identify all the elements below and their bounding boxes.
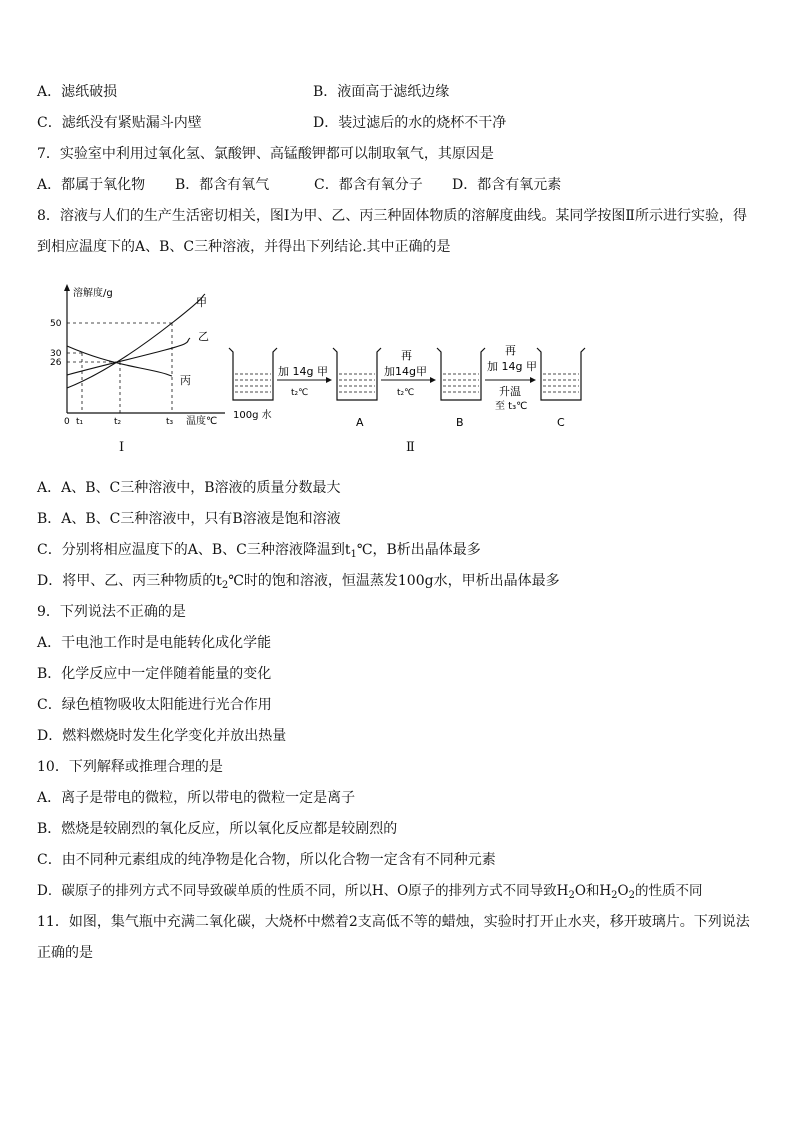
q6-option-a: A．滤纸破损 — [37, 84, 118, 100]
x-tick-t2: t₂ — [114, 417, 122, 427]
q7-stem: 7．实验室中利用过氧化氢、氯酸钾、高锰酸钾都可以制取氧气，其原因是 — [37, 146, 494, 162]
q10-stem: 10．下列解释或推理合理的是 — [37, 759, 223, 775]
q8-option-c: C．分别将相应温度下的A、B、C三种溶液降温到$t_1℃$，B析出晶体最多 — [37, 542, 481, 560]
q10-option-b: B．燃烧是较剧烈的氧化反应，所以氧化反应都是较剧烈的 — [37, 821, 398, 837]
beaker-label-c: C — [557, 416, 565, 429]
q9-option-c: C．绿色植物吸收太阳能进行光合作用 — [37, 697, 272, 713]
q8-option-d: D．将甲、乙、丙三种物质的$t_2℃$时的饱和溶液，恒温蒸发100g水，甲析出晶体最多 — [37, 573, 560, 591]
q8-option-a: A．A、B、C三种溶液中，B溶液的质量分数最大 — [37, 480, 341, 496]
step1-bottom: t₂℃ — [291, 388, 309, 398]
figure1-caption: Ⅰ — [119, 440, 125, 455]
step2-top2: 加14g甲 — [384, 365, 427, 378]
x-axis-label: 温度℃ — [186, 416, 218, 427]
curve-yi — [67, 338, 190, 375]
beaker-a — [333, 348, 381, 400]
curve-label-jia: 甲 — [196, 296, 207, 309]
q9-option-a: A．干电池工作时是电能转化成化学能 — [37, 635, 272, 651]
y-tick-26: 26 — [50, 358, 62, 368]
step3-top2: 加 14g 甲 — [487, 360, 537, 373]
step1-top: 加 14g 甲 — [278, 365, 328, 378]
beaker-b — [437, 348, 485, 400]
y-tick-30: 30 — [50, 349, 62, 359]
step3-bottom1: 升温 — [499, 385, 521, 398]
beaker-c — [537, 348, 585, 400]
q9-option-d: D．燃料燃烧时发生化学变化并放出热量 — [37, 728, 287, 744]
origin-label: 0 — [64, 417, 70, 427]
q7-option-b: B．都含有氧气 — [175, 177, 270, 193]
y-axis-label: 溶解度/g — [73, 288, 113, 299]
q11-stem-line1: 11．如图，集气瓶中充满二氧化碳，大烧杯中燃着2支高低不等的蜡烛，实验时打开止水夹，移开玻璃片。下列说法 — [37, 914, 750, 930]
step3-top1: 再 — [505, 344, 516, 357]
q10-option-d: D．碳原子的排列方式不同导致碳单质的性质不同，所以H、O原子的排列方式不同导致$H_2O$和$H_2O_2$的性质不同 — [37, 883, 703, 901]
q6-option-d: D．装过滤后的水的烧杯不干净 — [313, 115, 507, 131]
beaker-label-b: B — [456, 416, 464, 429]
q9-stem: 9．下列说法不正确的是 — [37, 604, 186, 620]
beaker-label-a: A — [356, 416, 364, 429]
solubility-chart — [40, 280, 240, 430]
x-tick-t1: t₁ — [76, 417, 84, 427]
step2-bottom: t₂℃ — [397, 388, 415, 398]
q10-option-a: A．离子是带电的微粒，所以带电的微粒一定是离子 — [37, 790, 356, 806]
q7-option-d: D．都含有氧元素 — [452, 177, 562, 193]
q8-option-b: B．A、B、C三种溶液中，只有B溶液是饱和溶液 — [37, 511, 341, 527]
curve-label-bing: 丙 — [180, 374, 191, 387]
q8-stem-line2: 到相应温度下的A、B、C三种溶液，并得出下列结论.其中正确的是 — [37, 239, 451, 255]
x-tick-t3: t₃ — [166, 417, 174, 427]
y-axis-arrow — [64, 284, 70, 291]
start-label: 100g 水 — [233, 410, 272, 421]
q7-option-c: C．都含有氧分子 — [314, 177, 423, 193]
step3-bottom2: 至 t₃℃ — [495, 401, 528, 412]
q6-option-c: C．滤纸没有紧贴漏斗内壁 — [37, 115, 202, 131]
figure2-caption: Ⅱ — [406, 440, 415, 455]
q11-stem-line2: 正确的是 — [37, 945, 93, 961]
q8-stem-line1: 8．溶液与人们的生产生活密切相关，图Ⅰ为甲、乙、丙三种固体物质的溶解度曲线。某同学按图Ⅱ所示进行实验，得 — [37, 208, 747, 224]
beaker-process-diagram — [225, 338, 595, 433]
curve-label-yi: 乙 — [198, 330, 209, 343]
q6-option-b: B．液面高于滤纸边缘 — [313, 84, 450, 100]
beaker-start — [229, 348, 277, 400]
step2-top1: 再 — [401, 349, 412, 362]
q10-option-c: C．由不同种元素组成的纯净物是化合物，所以化合物一定含有不同种元素 — [37, 852, 496, 868]
q9-option-b: B．化学反应中一定伴随着能量的变化 — [37, 666, 272, 682]
q7-option-a: A．都属于氧化物 — [37, 177, 146, 193]
y-tick-50: 50 — [50, 319, 62, 329]
